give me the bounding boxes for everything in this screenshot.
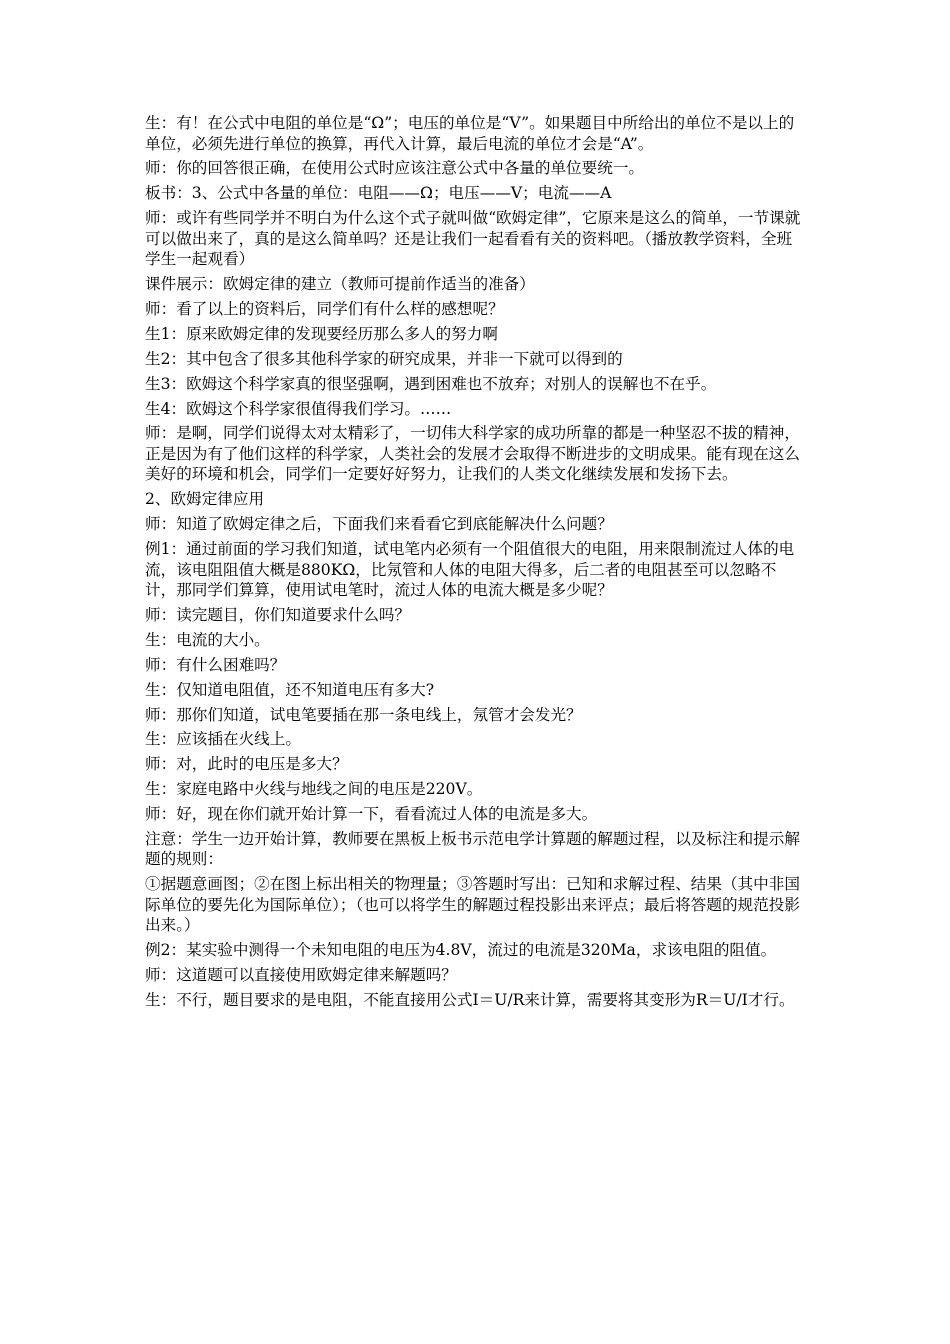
- paragraph-example-2: 例2：某实验中测得一个未知电阻的电压为4.8V，流过的电流是320Ma，求该电阻的阻值。: [145, 941, 777, 960]
- paragraph-answer-units: 生：有！在公式中电阻的单位是“Ω”；电压的单位是“V”。如果题目中所给出的单位不是以上的单位，必须先进行单位的换算，再代入计算，最后电流的单位才会是“A”。: [145, 114, 795, 153]
- paragraph-teacher-summary: 师：是啊，同学们说得太对太精彩了，一切伟大科学家的成功所靠的都是一种坚忍不拔的精神，正是因为有了他们这样的科学家，人类社会的发展才会取得不断进步的文明成果。能有现在这么美好的环境和机会，同学们一定要好好努力，让我们的人类文化继续发展和发扬下去。: [145, 424, 800, 484]
- paragraph-student-formula: 生：不行，题目要求的是电阻，不能直接用公式I＝U/R来计算，需要将其变形为R＝U/I才行。: [145, 991, 795, 1010]
- paragraph-student-3: 生3：欧姆这个科学家真的很坚强啊，遇到困难也不放弃；对别人的误解也不在乎。: [145, 374, 717, 393]
- paragraph-teacher-ask: 师：读完题目，你们知道要求什么吗？: [145, 605, 411, 624]
- paragraph-teacher-intro: 师：知道了欧姆定律之后，下面我们来看看它到底能解决什么问题？: [145, 515, 613, 534]
- document-body: [145, 113, 805, 1015]
- paragraph-note: 注意：学生一边开始计算，教师要在黑板上板书示范电学计算题的解题过程，以及标注和提示解题的规则：: [145, 829, 800, 869]
- paragraph-teacher-calc: 师：好，现在你们就开始计算一下，看看流过人体的电流是多大。: [145, 805, 598, 824]
- paragraph-student-4: 生4：欧姆这个科学家很值得我们学习。……: [145, 399, 452, 418]
- paragraph-student-1: 生1：原来欧姆定律的发现要经历那么多人的努力啊: [145, 324, 498, 343]
- paragraph-teacher-wire: 师：那你们知道，试电笔要插在那一条电线上，氖管才会发光？: [145, 705, 582, 724]
- paragraph-teacher-confirm: 师：你的回答很正确，在使用公式时应该注意公式中各量的单位要统一。: [145, 159, 645, 178]
- paragraph-student-live-wire: 生：应该插在火线上。: [145, 730, 301, 749]
- paragraph-teacher-direct: 师：这道题可以直接使用欧姆定律来解题吗？: [145, 966, 457, 985]
- paragraph-courseware: 课件展示：欧姆定律的建立（教师可提前作适当的准备）: [145, 275, 535, 294]
- section-heading-application: 2、欧姆定律应用: [145, 490, 265, 509]
- paragraph-student-220v: 生：家庭电路中火线与地线之间的电压是220V。: [145, 780, 483, 799]
- paragraph-example-1: 例1：通过前面的学习我们知道，试电笔内必须有一个阻值很大的电阻，用来限制流过人体的电流，该电阻阻值大概是880KΩ，比氖管和人体的电阻大得多，后二者的电阻甚至可以忽略不计，那同学们算算，使用试电笔时，流过人体的电流大概是多少呢？: [145, 540, 795, 600]
- paragraph-teacher-voltage: 师：对，此时的电压是多大？: [145, 755, 348, 774]
- paragraph-student-current: 生：电流的大小。: [145, 630, 270, 649]
- paragraph-teacher-question: 师：看了以上的资料后，同学们有什么样的感想呢？: [145, 299, 504, 318]
- paragraph-teacher-history: 师：或许有些同学并不明白为什么这个式子就叫做“欧姆定律”，它原来是这么的简单，一节课就可以做出来了，真的是这么简单吗？还是让我们一起看看有关的资料吧。（播放教学资料，全班学生一起观看）: [145, 209, 801, 269]
- paragraph-teacher-difficulty: 师：有什么困难吗？: [145, 655, 286, 674]
- paragraph-student-voltage: 生：仅知道电阻值，还不知道电压有多大?: [145, 680, 435, 699]
- paragraph-steps: ①据题意画图；②在图上标出相关的物理量；③答题时写出：已知和求解过程、结果（其中非国际单位的要先化为国际单位）；（也可以将学生的解题过程投影出来评点；最后将答题的规范投影出来。）: [145, 875, 800, 935]
- paragraph-student-2: 生2：其中包含了很多其他科学家的研究成果，并非一下就可以得到的: [145, 349, 623, 368]
- paragraph-board-units: 板书：3、公式中各量的单位：电阻——Ω；电压——V；电流——A: [145, 184, 612, 203]
